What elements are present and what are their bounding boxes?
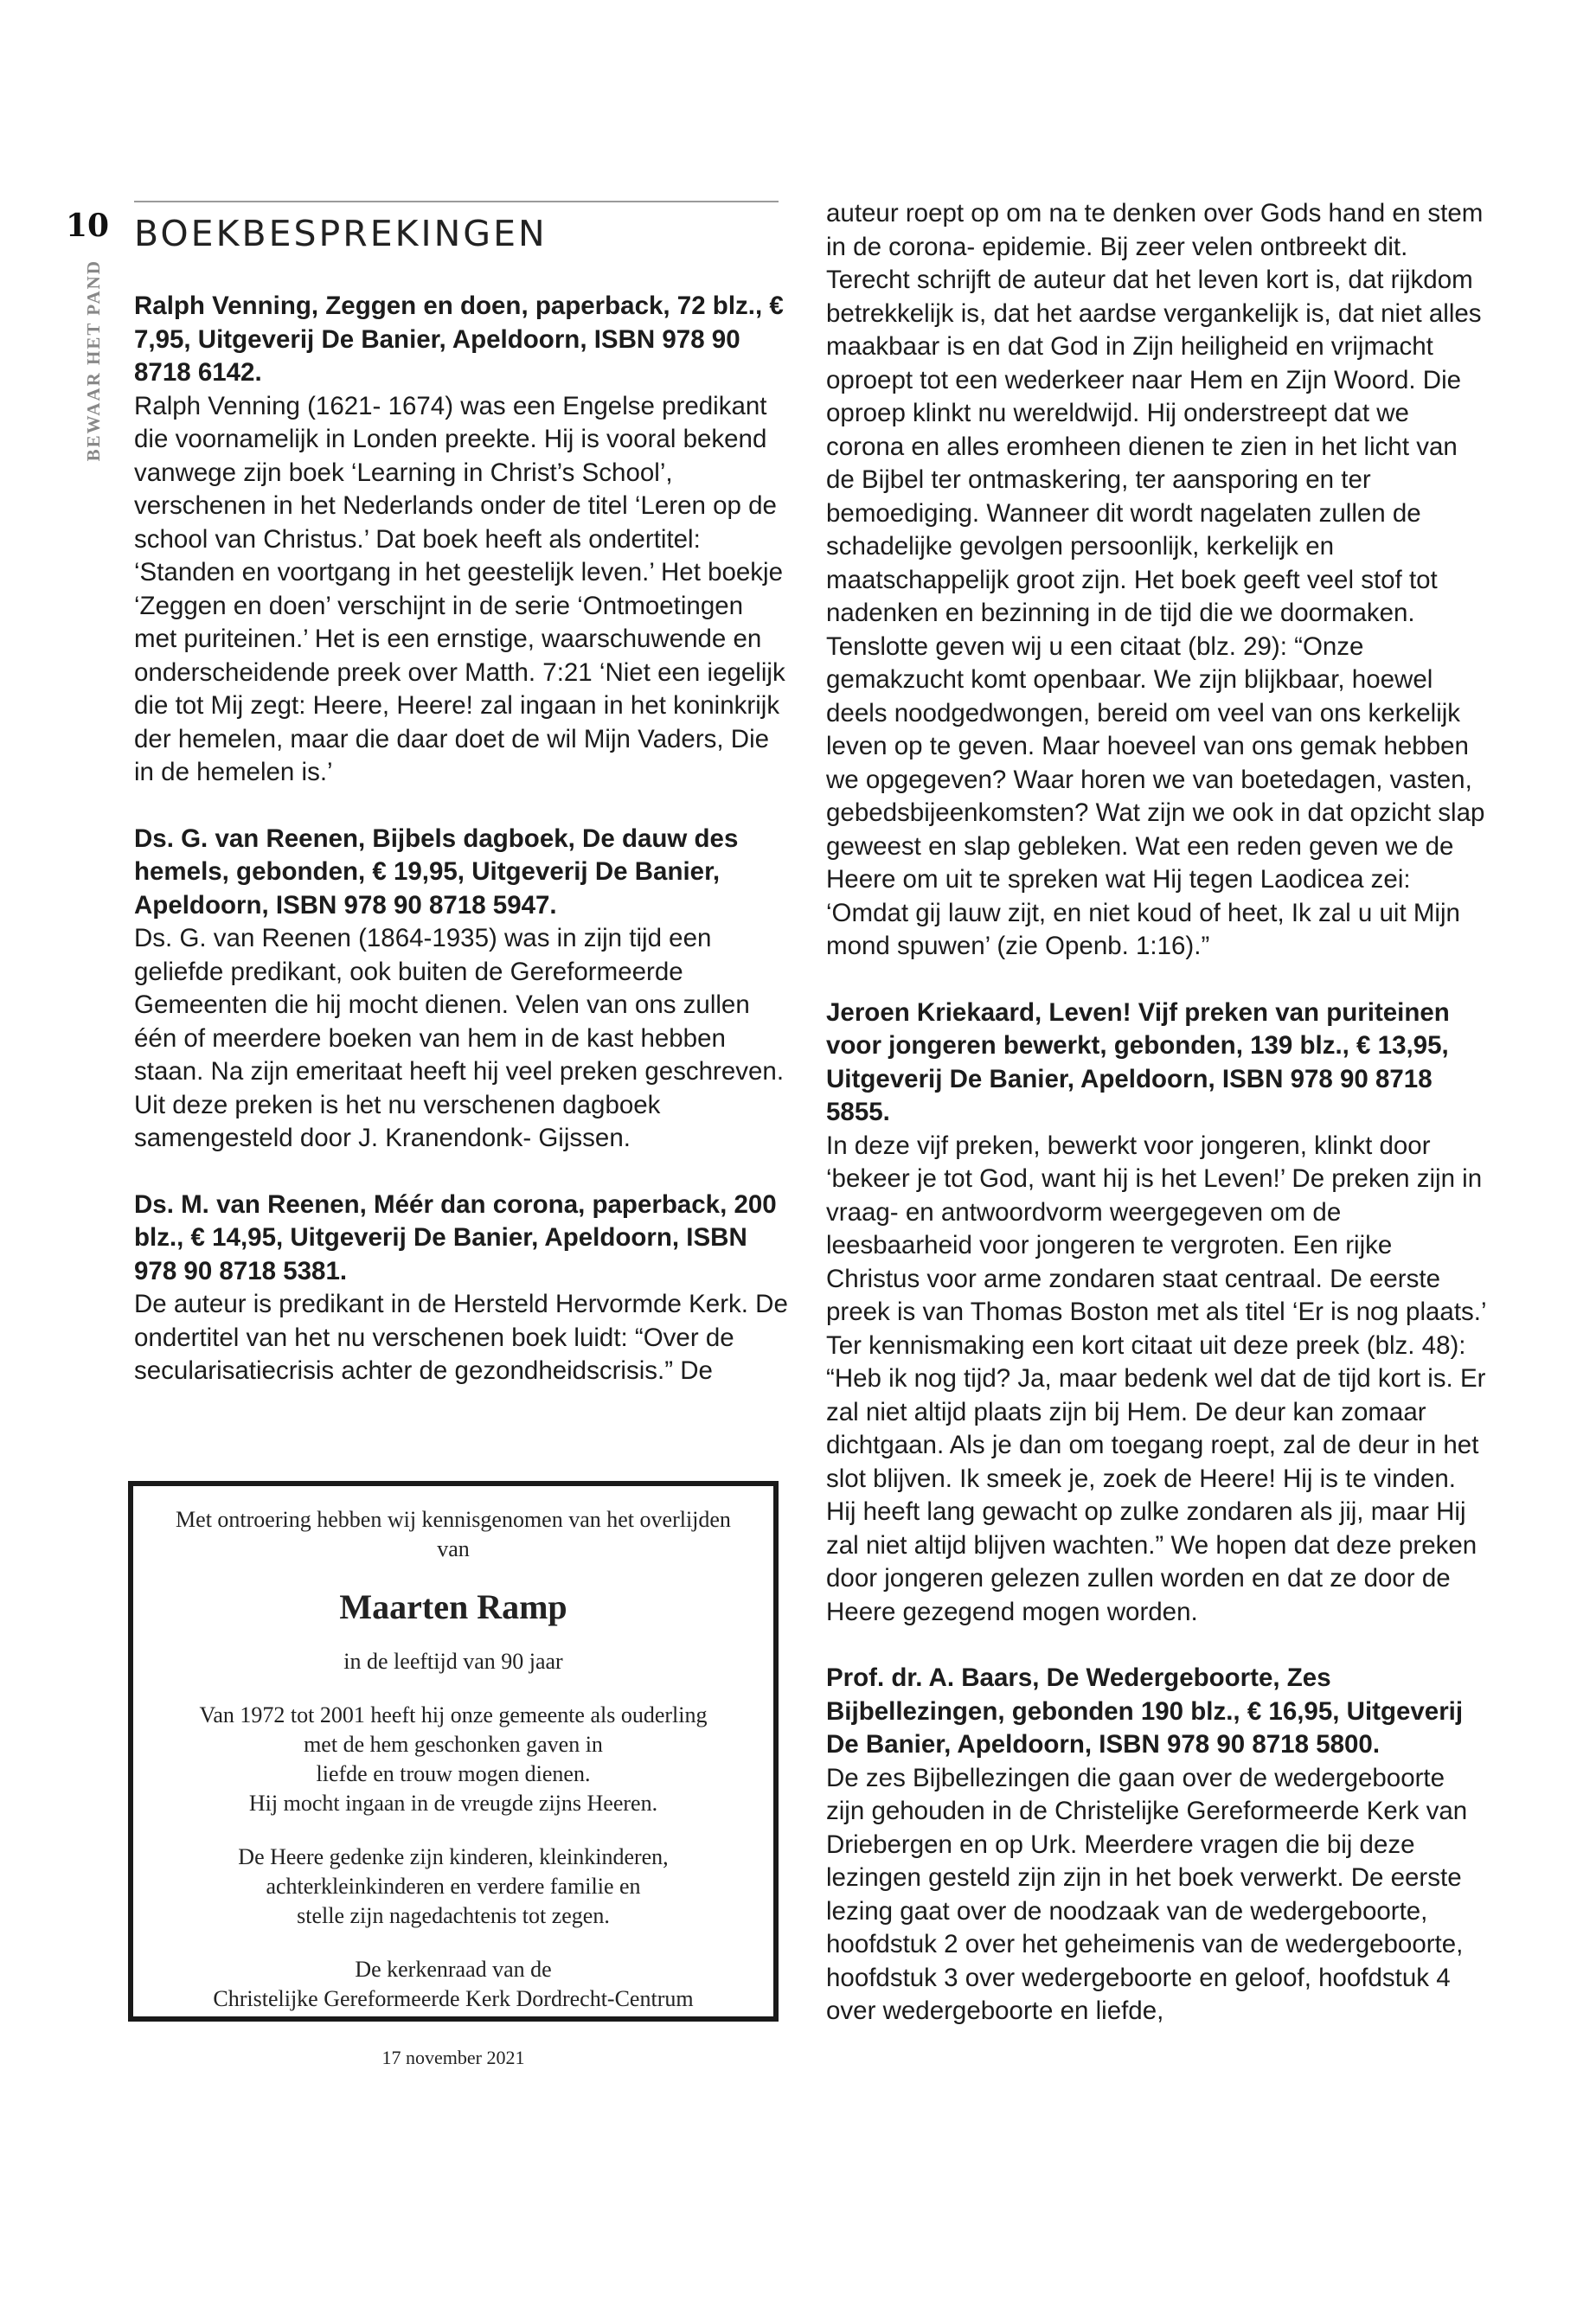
review-heading: Ralph Venning, Zeggen en doen, paperback, 72 blz., € 7,95, Uitgeverij De Banier, Apeldoorn, ISBN 978 90 8718 6142. xyxy=(134,292,784,387)
notice-line: liefde en trouw mogen dienen. xyxy=(316,1761,591,1786)
section-title: BOEKBESPREKINGEN xyxy=(134,213,548,254)
review-heading: Ds. G. van Reenen, Bijbels dagboek, De dauw des hemels, gebonden, € 19,95, Uitgeverij De Banier, Apeldoorn, ISBN 978 90 8718 5947. xyxy=(134,824,739,920)
notice-intro: Met ontroering hebben wij kennisgenomen van het overlijden van xyxy=(176,1507,731,1561)
review-venning xyxy=(134,290,792,790)
notice-signature xyxy=(133,1955,773,2014)
notice-line: De kerkenraad van de xyxy=(355,1957,552,1982)
review-heading: Ds. M. van Reenen, Méér dan corona, paperback, 200 blz., € 14,95, Uitgeverij De Banier, Apeldoorn, ISBN 978 90 8718 5381. xyxy=(134,1189,777,1285)
review-body: De auteur is predikant in de Hersteld Hervormde Kerk. De ondertitel van het nu verschenen boek luidt: “Over de secularisatiecrisis achter de gezondheidscrisis.” De xyxy=(134,1290,788,1385)
notice-age: in de leeftijd van 90 jaar xyxy=(343,1649,563,1674)
notice-blessing xyxy=(133,1843,773,1931)
header-divider xyxy=(134,201,779,202)
notice-line: stelle zijn nagedachtenis tot zegen. xyxy=(297,1903,610,1928)
notice-date: 17 november 2021 xyxy=(381,2047,525,2068)
review-m-van-reenen xyxy=(134,1189,792,1388)
review-heading: Prof. dr. A. Baars, De Wedergeboorte, Zes Bijbellezingen, gebonden 190 blz., € 16,95, Uitgeverij De Banier, Apeldoorn, ISBN 978 90 8718 5800. xyxy=(826,1663,1464,1759)
publication-side-label: BEWAAR HET PAND xyxy=(83,260,104,462)
notice-line: achterkleinkinderen en verdere familie en xyxy=(266,1874,641,1899)
right-column xyxy=(826,197,1488,2061)
review-body: Ds. G. van Reenen (1864-1935) was in zijn tijd een geliefde predikant, ook buiten de Gereformeerde Gemeenten die hij mocht dienen. Velen van ons zullen één of meerdere boeken van hem in de kast hebben staan. Na zijn emeritaat heeft hij veel preken geschreven. Uit deze preken is het nu verschenen dagboek samengesteld door J. Kranendonk- Gijssen. xyxy=(134,924,785,1152)
review-kriekaard xyxy=(826,997,1488,1630)
review-body: De zes Bijbellezingen die gaan over de wedergeboorte zijn gehouden in de Christelijke Gereformeerde Kerk van Driebergen en op Urk. Meerdere vragen die bij deze lezingen gesteld zijn zijn in het boek verwerkt. De eerste lezing gaat over de noodzaak van de wedergeboorte, hoofdstuk 2 over het geheimenis van de wedergeboorte, hoofdstuk 3 over wedergeboorte en geloof, hoofdstuk 4 over wedergeboorte en liefde, xyxy=(826,1763,1468,2025)
notice-line: De Heere gedenke zijn kinderen, kleinkinderen, xyxy=(238,1844,669,1869)
review-heading: Jeroen Kriekaard, Leven! Vijf preken van puriteinen voor jongeren bewerkt, gebonden, 139 blz., € 13,95, Uitgeverij De Banier, Apeldoorn, ISBN 978 90 8718 5855. xyxy=(826,997,1450,1126)
death-notice xyxy=(128,1481,779,2068)
left-column xyxy=(134,290,792,1421)
page-number: 10 xyxy=(66,208,110,244)
deceased-name: Maarten Ramp xyxy=(339,1587,567,1626)
notice-line: Christelijke Gereformeerde Kerk Dordrecht-Centrum xyxy=(213,1986,694,2011)
notice-line: Hij mocht ingaan in de vreugde zijns Heeren. xyxy=(248,1791,658,1816)
notice-line: met de hem geschonken gaven in xyxy=(304,1732,603,1757)
review-body: In deze vijf preken, bewerkt voor jongeren, klinkt door ‘bekeer je tot God, want hij is het Leven!’ De preken zijn in vraag- en antwoordvorm weergegeven om de leesbaarheid voor jongeren te vergroten. Een rijke Christus voor arme zondaren staat centraal. De eerste preek is van Thomas Boston met als titel ‘Er is nog plaats.’ Ter kennismaking een kort citaat uit deze preek (blz. 48): “Heb ik nog tijd? Ja, maar bedenk wel dat de tijd kort is. Er zal niet altijd plaats zijn bij Hem. De deur kan zomaar dichtgaan. Als je dan om toegang roept, zal de deur in het slot blijven. Ik smeek je, zoek de Heere! Hij is te vinden. Hij heeft lang gewacht op zulke zondaren als jij, maar Hij zal niet altijd blijven wachten.” We hopen dat deze preken door jongeren gelezen zullen worden en dat ze door de Heere gezegend mogen worden. xyxy=(826,1131,1486,1626)
review-body: auteur roept op om na te denken over Gods hand en stem in de corona- epidemie. Bij zeer velen ontbreekt dit. Terecht schrijft de auteur dat het leven kort is, dat rijkdom betrekkelijk is, dat het aardse vergankelijk is, dat niet alles maakbaar is en dat God in Zijn heiligheid en vrijmacht oproept tot een wederkeer naar Hem en Zijn Woord. Die oproep klinkt nu wereldwijd. Hij onderstreept dat we corona en alles eromheen dienen te zien in het licht van de Bijbel ter ontmaskering, ter aansporing en ter bemoediging. Wanneer dit wordt nagelaten zullen de schadelijke gevolgen persoonlijk, kerkelijk en maatschappelijk groot zijn. Het boek geeft veel stof tot nadenken en bezinning in de tijd die we doormaken. Tenslotte geven wij u een citaat (blz. 29): “Onze gemakzucht komt openbaar. We zijn blijkbaar, hoewel deels noodgedwongen, bereid om veel van ons kerkelijk leven op te geven. Maar hoeveel van ons gemak hebben we opgegeven? Waar horen we van boetedagen, vasten, gebedsbijeenkomsten? Wat zijn we ook in dat opzicht slap geweest en slap gebleken. Wat een reden geven we de Heere om uit te spreken wat Hij tegen Laodicea zei: ‘Omdat gij lauw zijt, en niet koud of heet, Ik zal u uit Mijn mond spuwen’ (zie Openb. 1:16).” xyxy=(826,199,1485,960)
notice-service xyxy=(133,1701,773,1818)
notice-line: Van 1972 tot 2001 heeft hij onze gemeente als ouderling xyxy=(199,1702,708,1727)
review-baars xyxy=(826,1662,1488,2029)
review-body: Ralph Venning (1621- 1674) was een Engelse predikant die voornamelijk in Londen preekte. Hij is vooral bekend vanwege zijn boek ‘Learning in Christ’s School’, verschenen in het Nederlands onder de titel ‘Leren op de school van Christus.’ Dat boek heeft als ondertitel: ‘Standen en voortgang in het geestelijk leven.’ Het boekje ‘Zeggen en doen’ verschijnt in de serie ‘Ontmoetingen met puriteinen.’ Het is een ernstige, waarschuwende en onderscheidende preek over Matth. 7:21 ‘Niet een iegelijk die tot Mij zegt: Heere, Heere! zal ingaan in het koninkrijk der hemelen, maar die daar doet de wil Mijn Vaders, Die in de hemelen is.’ xyxy=(134,391,785,786)
review-continuation xyxy=(826,197,1488,964)
review-g-van-reenen xyxy=(134,823,792,1156)
